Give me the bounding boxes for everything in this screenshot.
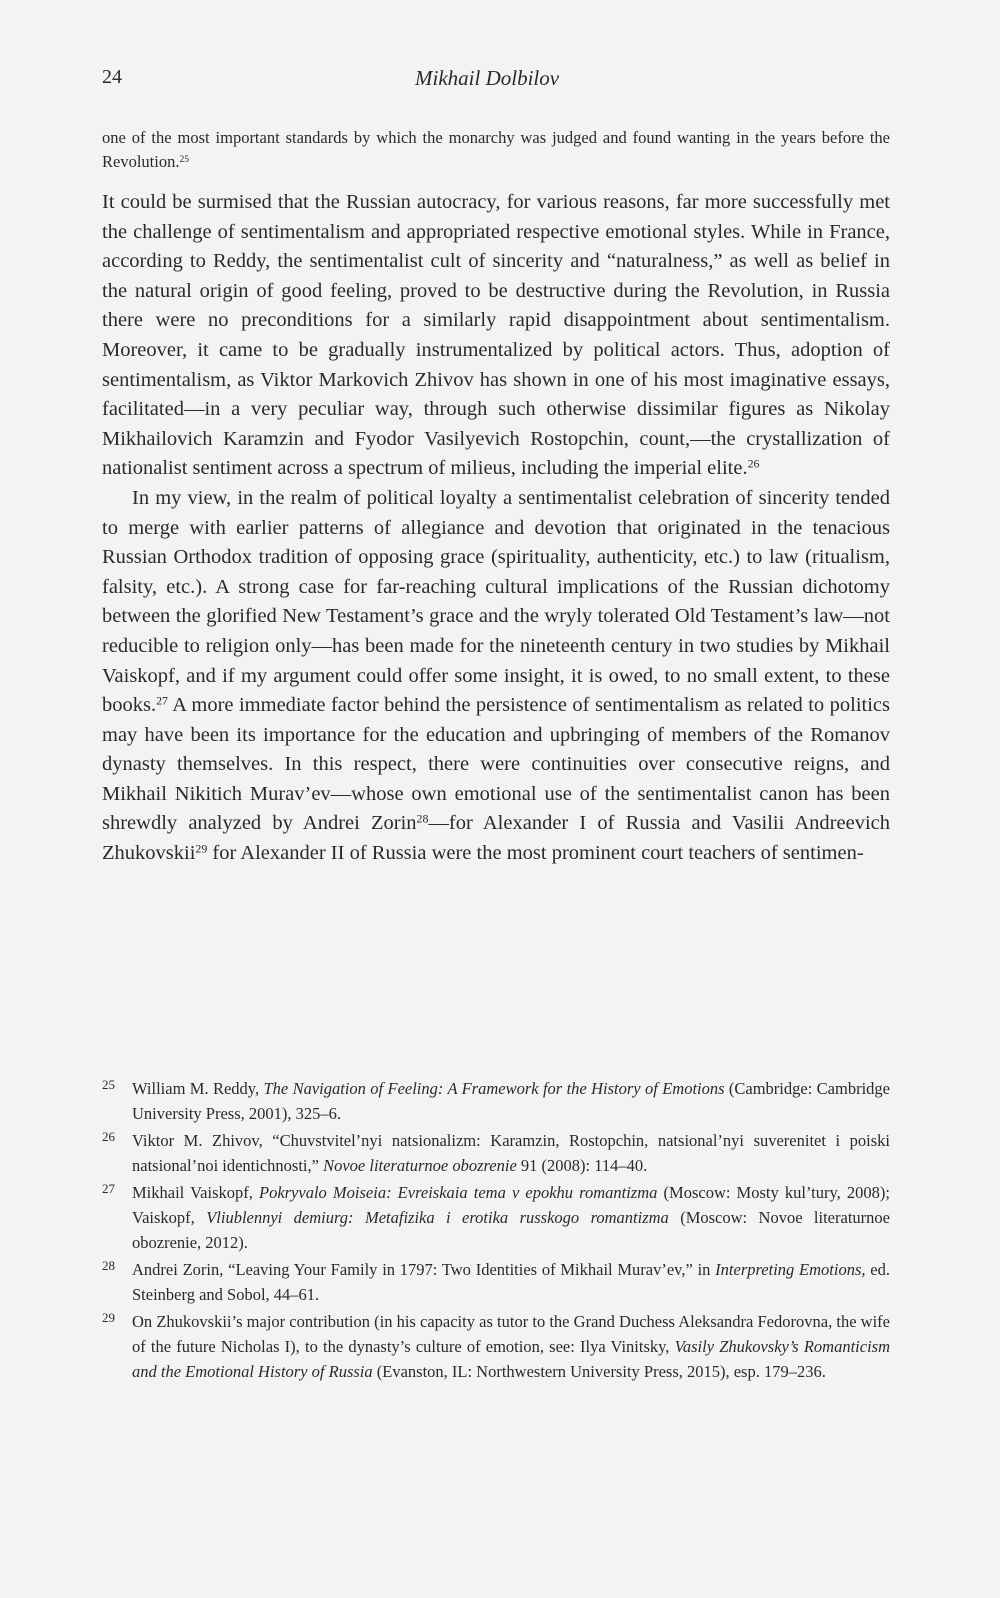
footnote-ref-26: 26 [747,456,760,471]
footnote-25: 25 William M. Reddy, The Navigation of Feeling: A Framework for the History of Emotions (Cambridge: Cambridge University Press, 2001), 325–6. [102,1076,890,1126]
footnote-number: 29 [102,1310,115,1325]
main-text [102,126,890,869]
footnote-number: 27 [102,1181,115,1196]
footnote-ref-27: 27 [156,693,168,708]
footnote-ref-29: 29 [195,841,208,856]
paragraph-1: It could be surmised that the Russian autocracy, for various reasons, far more successfully met the challenge of sentimentalism and appropriated respective emotional styles. While in France, according to Reddy, the sentimentalist cult of sincerity and “naturalness,” as well as belief in the natural origin of good feeling, proved to be destructive during the Revolution, in Russia there were no preconditions for a similarly rapid disappointment about sentimentalism. Moreover, it came to be gradually instrumentalized by political actors. Thus, adoption of sentimentalism, as Viktor Markovich Zhivov has shown in one of his most imaginative essays, facilitated—in a very peculiar way, through such otherwise dissimilar figures as Nikolay Mikhailovich Karamzin and Fyodor Vasilyevich Rostopchin, count,—the crystallization of nationalist sentiment across a spectrum of milieus, including the imperial elite.$^{26}$ [102,191,890,480]
footnote-number: 28 [102,1258,115,1273]
footnote-28: 28 Andrei Zorin, “Leaving Your Family in 1797: Two Identities of Mikhail Murav’ev,” in Interpreting Emotions, ed. Steinberg and Sobol, 44–61. [102,1257,890,1307]
page-header [102,66,892,96]
footnote-ref-25: 25 [179,153,190,165]
footnote-26: 26 Viktor M. Zhivov, “Chuvstvitel’nyi natsionalizm: Karamzin, Rostopchin, natsional’nyi suverenitet i poiski natsional’noi identichnosti,” Novoe literaturnoe obozrenie 91 (2008): 114–40. [102,1128,890,1178]
paragraph-2: In my view, in the realm of political loyalty a sentimentalist celebration of sincerity tended to merge with earlier patterns of allegiance and devotion that originated in the tenacious Russian Orthodox tradition of opposing grace (spirituality, authenticity, etc.) to law (ritualism, falsity, etc.). A strong case for far-reaching cultural implications of the Russian dichotomy between the glorified New Testament’s grace and the wryly tolerated Old Testament’s law—not reducible to religion only—has been made for the nineteenth century in two studies by Mikhail Vaiskopf, and if my argument could offer some insight, it is owed, to no small extent, to these books.$^{27}$ A more immediate factor behind the persistence of sentimentalism as related to politics may have been its importance for the education and upbringing of members of the Romanov dynasty themselves. In this respect, there were continuities over consecutive reigns, and Mikhail Nikitich Murav’ev—whose own emotional use of the sentimentalist canon has been shrewdly analyzed by Andrei Zorin$^{28}$—for Alexander I of Russia and Vasilii Andreevich Zhukovskii$^{29}$ for Alexander II of Russia were the most prominent court teachers of sentimen- [102,486,890,865]
continued-paragraph: one of the most important standards by which the monarchy was judged and found wanting in the years before the Revolution.$^{25}$ [102,128,890,171]
footnote-27: 27 Mikhail Vaiskopf, Pokryvalo Moiseia: Evreiskaia tema v epokhu romantizma (Moscow: Mosty kul’tury, 2008); Vaiskopf, Vliublennyi demiurg: Metafizika i erotika russkogo romantizma (Moscow: Novoe literaturnoe obozrenie, 2012). [102,1180,890,1255]
footnote-number: 26 [102,1129,115,1144]
running-head: Mikhail Dolbilov [415,66,560,90]
footnote-ref-28: 28 [416,811,429,826]
page-number: 24 [102,66,122,88]
footnote-29: 29 On Zhukovskii’s major contribution (in his capacity as tutor to the Grand Duchess Aleksandra Fedorovna, the wife of the future Nicholas I), to the dynasty’s culture of emotion, see: Ilya Vinitsky, Vasily Zhukovsky’s Romanticism and the Emotional History of Russia (Evanston, IL: Northwestern University Press, 2015), esp. 179–236. [102,1309,890,1384]
footnote-number: 25 [102,1077,115,1092]
footnotes [102,1076,890,1386]
